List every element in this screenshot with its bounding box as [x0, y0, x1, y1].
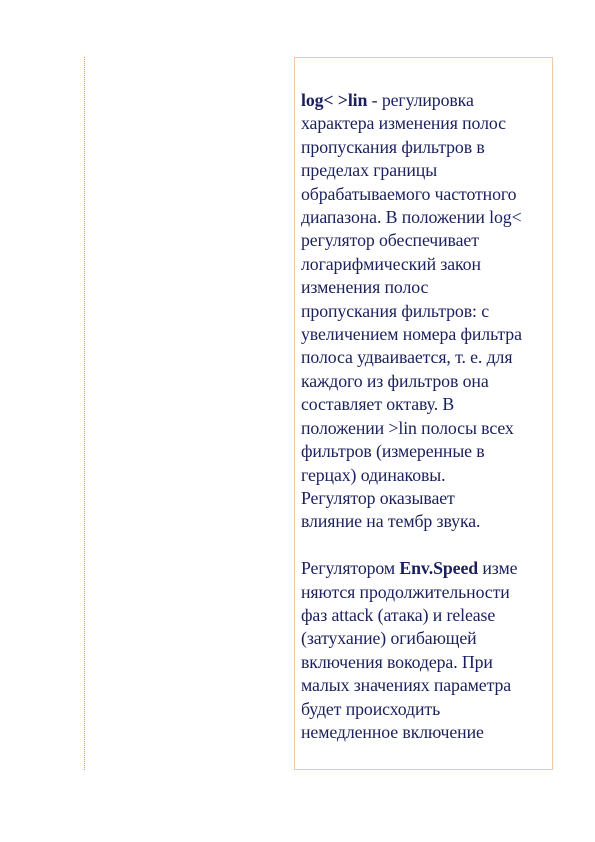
text-line: логарифмический закон	[301, 253, 481, 274]
term-env-speed: Env.Speed	[399, 558, 479, 579]
text-line: фаз attack (атака) и release	[301, 604, 496, 625]
text-line: пропускания фильтров в	[301, 136, 485, 157]
text-line: Регулятор оказывает	[301, 487, 455, 508]
paragraph-env-speed	[301, 557, 550, 744]
term-log-lin: log< >lin	[301, 90, 368, 110]
text-line: обрабатываемого частотного	[301, 183, 517, 204]
text-line: диапазона. В положении log<	[301, 207, 522, 228]
text-frame	[294, 57, 553, 770]
paragraph-log-lin	[301, 89, 550, 534]
text-line: няются продолжительности	[301, 581, 510, 602]
text-line: полоса удваивается, т. е. для	[301, 347, 513, 368]
text-line	[301, 89, 550, 112]
text-line: (затухание) огибающей	[301, 628, 477, 649]
text-line: изменения полос	[301, 277, 429, 298]
text-line: составляет октаву. В	[301, 394, 455, 415]
text-line: каждого из фильтров она	[301, 370, 489, 391]
text-line: положении >lin полосы всех	[301, 417, 514, 438]
text-span: - регулировка	[367, 90, 474, 110]
text-line: малых значениях параметра	[301, 675, 512, 696]
text-line: будет происходить	[301, 698, 441, 719]
text-line: пропускания фильтров: с	[301, 300, 489, 321]
text-line: регулятор обеспечивает	[301, 230, 479, 251]
text-line: характера изменения полос	[301, 113, 506, 134]
text-line: пределах границы	[301, 160, 438, 181]
text-line: герцах) одинаковы.	[301, 464, 446, 485]
text-line	[301, 557, 550, 580]
text-span: Регулятором	[301, 558, 400, 579]
text-span: изме	[478, 558, 518, 579]
text-line: включения вокодера. При	[301, 651, 493, 672]
margin-rule	[84, 57, 85, 770]
text-line: увеличением номера фильтра	[301, 324, 522, 345]
text-line: немедленное включение	[301, 721, 484, 742]
text-line: влияние на тембр звука.	[301, 511, 481, 532]
text-line: фильтров (измеренные в	[301, 441, 485, 462]
